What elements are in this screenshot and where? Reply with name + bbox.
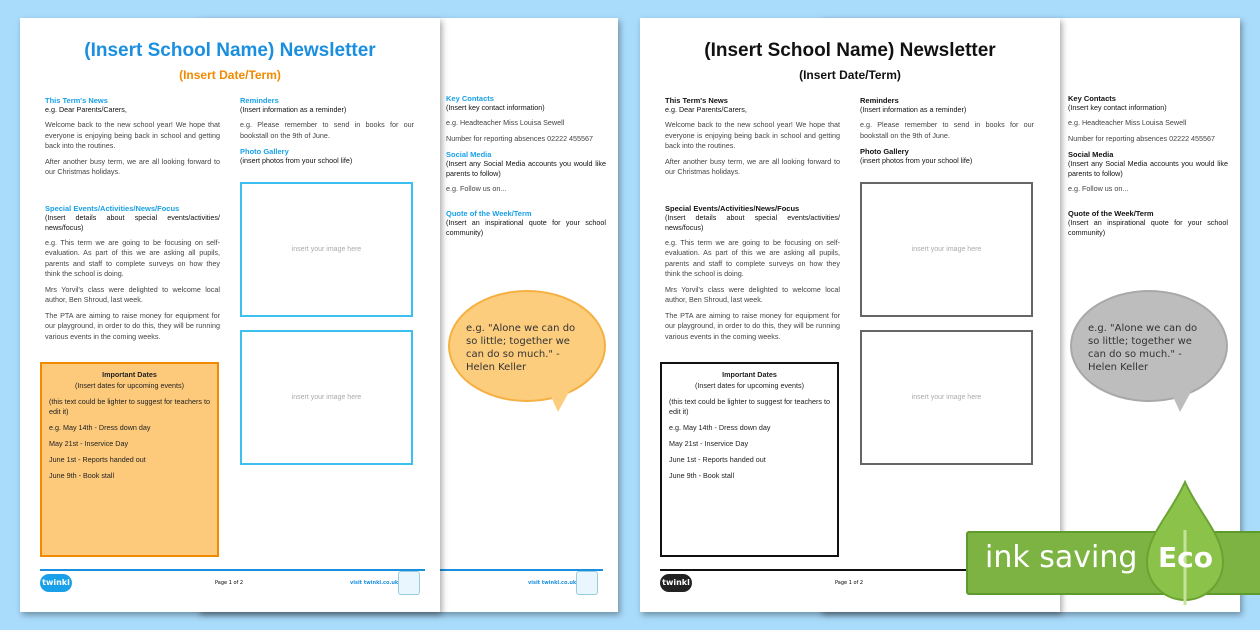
special-events-text: Mrs Yorvil's class were delighted to welcome local author, Ben Shroud, last week. — [45, 284, 220, 304]
image-placeholder-text: insert your image here — [911, 394, 982, 401]
page-subtitle: (Insert Date/Term) — [179, 68, 281, 82]
social-media-instruction: (Insert any Social Media accounts you would like parents to follow) — [1068, 159, 1228, 178]
reminders-instruction: (Insert information as a reminder) — [860, 105, 967, 114]
footer-visit-link[interactable]: visit twinkl.co.uk — [528, 580, 577, 586]
date-item: June 1st - Reports handed out — [669, 455, 766, 464]
reminders-heading: Reminders — [240, 96, 279, 105]
important-dates-heading: Important Dates — [102, 370, 157, 379]
terms-news-text: Welcome back to the new school year! We hope that everyone is enjoying being back in school and getting back into the routines. — [45, 120, 220, 150]
right-column — [446, 88, 606, 238]
social-media-text: e.g. Follow us on... — [1068, 184, 1129, 193]
page-title: (Insert School Name) Newsletter — [704, 40, 996, 61]
left-column — [665, 90, 840, 342]
image-placeholder-text: insert your image here — [291, 246, 362, 253]
terms-news-text: Welcome back to the new school year! We hope that everyone is enjoying being back in school and getting back into the routines. — [665, 120, 840, 150]
social-media-heading: Social Media — [446, 150, 492, 159]
quote-instruction: (Insert an inspirational quote for your school community) — [1068, 217, 1228, 237]
key-contacts-heading: Key Contacts — [1068, 94, 1116, 103]
page-number: Page 1 of 2 — [835, 580, 864, 586]
key-contacts-text: e.g. Headteacher Miss Louisa Sewell — [446, 118, 565, 127]
quote-heading: Quote of the Week/Term — [1068, 208, 1154, 218]
key-contacts-text: Number for reporting absences 02222 455567 — [446, 133, 594, 143]
date-item: e.g. May 14th - Dress down day — [669, 423, 771, 432]
important-dates-heading: Important Dates — [722, 370, 777, 379]
special-events-instruction: (Insert details about special events/activities/ news/focus) — [665, 212, 840, 232]
important-dates-instruction: (Insert dates for upcoming events) — [74, 381, 185, 390]
right-column — [1068, 88, 1228, 238]
date-item: e.g. May 14th - Dress down day — [49, 423, 151, 432]
special-events-heading: Special Events/Activities/News/Focus — [45, 203, 180, 213]
page-number: Page 1 of 2 — [215, 580, 244, 586]
photo-gallery-instruction: (insert photos from your school life) — [860, 156, 973, 165]
twinkl-badge-icon — [398, 571, 420, 595]
important-dates-note: (this text could be lighter to suggest for teachers to edit it) — [669, 397, 831, 416]
social-media-text: e.g. Follow us on... — [446, 184, 507, 193]
photo-gallery-instruction: (insert photos from your school life) — [240, 156, 353, 165]
special-events-heading: Special Events/Activities/News/Focus — [665, 203, 800, 213]
photo-gallery-heading: Photo Gallery — [240, 147, 289, 156]
social-media-instruction: (Insert any Social Media accounts you would like parents to follow) — [446, 159, 606, 178]
terms-news-heading: This Term's News — [45, 96, 108, 105]
left-column — [45, 90, 220, 342]
image-placeholder[interactable] — [860, 182, 1033, 317]
special-events-text: e.g. This term we are going to be focusing on self-evaluation. As part of this we are asking all pupils, parents and staff to complete surveys on how they think the school is doing. — [45, 237, 220, 278]
twinkl-logo: twinkl — [40, 574, 72, 592]
quote-bubble-tail — [548, 390, 570, 412]
key-contacts-instruction: (Insert key contact information) — [1068, 103, 1167, 112]
key-contacts-heading: Key Contacts — [446, 94, 494, 103]
reminders-text: e.g. Please remember to send in books for our bookstall on the 9th of June. — [240, 120, 414, 140]
reminders-heading: Reminders — [860, 96, 899, 105]
right-column — [860, 90, 1034, 166]
terms-news-greeting: e.g. Dear Parents/Carers, — [665, 105, 747, 114]
quote-text: e.g. "Alone we can do so little; together we can do so much." - Helen Keller — [466, 323, 576, 373]
key-contacts-text: Number for reporting absences 02222 455567 — [1068, 133, 1216, 143]
date-item: June 1st - Reports handed out — [49, 455, 146, 464]
colour-page-1 — [20, 18, 440, 612]
image-placeholder-text: insert your image here — [911, 246, 982, 253]
image-placeholder-text: insert your image here — [291, 394, 362, 401]
important-dates-box — [40, 362, 219, 557]
special-events-text: e.g. This term we are going to be focusing on self-evaluation. As part of this we are asking all pupils, parents and staff to complete surveys on how they think the school is doing. — [665, 237, 840, 278]
quote-instruction: (Insert an inspirational quote for your school community) — [446, 217, 606, 237]
quote-bubble — [448, 290, 606, 402]
eco-page-1 — [640, 18, 1060, 612]
important-dates-instruction: (Insert dates for upcoming events) — [694, 381, 805, 390]
footer-line — [40, 569, 425, 571]
footer-visit-link[interactable]: visit twinkl.co.uk — [350, 580, 399, 586]
twinkl-badge-icon — [576, 571, 598, 595]
quote-bubble-tail — [1170, 390, 1192, 412]
image-placeholder[interactable] — [240, 330, 413, 465]
important-dates-note: (this text could be lighter to suggest for teachers to edit it) — [49, 397, 211, 416]
ink-saving-label: ink saving — [985, 540, 1138, 575]
date-item: June 9th - Book stall — [49, 471, 115, 480]
special-events-text: The PTA are aiming to raise money for equipment for our playground, in order to do this, they will be running various events in the coming weeks. — [665, 310, 840, 341]
quote-heading: Quote of the Week/Term — [446, 208, 532, 218]
important-dates-box — [660, 362, 839, 557]
eco-badge-label: Eco — [1158, 541, 1213, 574]
page-subtitle: (Insert Date/Term) — [799, 68, 901, 82]
date-item: June 9th - Book stall — [669, 471, 735, 480]
date-item: May 21st - Inservice Day — [49, 439, 129, 448]
terms-news-greeting: e.g. Dear Parents/Carers, — [45, 105, 127, 114]
special-events-text: Mrs Yorvil's class were delighted to welcome local author, Ben Shroud, last week. — [665, 284, 840, 304]
page-title: (Insert School Name) Newsletter — [84, 40, 376, 61]
reminders-instruction: (Insert information as a reminder) — [240, 105, 347, 114]
image-placeholder[interactable] — [240, 182, 413, 317]
image-placeholder[interactable] — [860, 330, 1033, 465]
twinkl-logo: twinkl — [660, 574, 692, 592]
special-events-text: The PTA are aiming to raise money for equipment for our playground, in order to do this, they will be running various events in the coming weeks. — [45, 310, 220, 341]
reminders-text: e.g. Please remember to send in books for our bookstall on the 9th of June. — [860, 120, 1034, 140]
photo-gallery-heading: Photo Gallery — [860, 147, 909, 156]
date-item: May 21st - Inservice Day — [669, 439, 749, 448]
quote-bubble — [1070, 290, 1228, 402]
special-events-instruction: (Insert details about special events/activities/ news/focus) — [45, 212, 220, 232]
key-contacts-text: e.g. Headteacher Miss Louisa Sewell — [1068, 118, 1187, 127]
terms-news-text: After another busy term, we are all looking forward to our Christmas holidays. — [45, 156, 220, 176]
right-column — [240, 90, 414, 166]
terms-news-text: After another busy term, we are all looking forward to our Christmas holidays. — [665, 156, 840, 176]
terms-news-heading: This Term's News — [665, 96, 728, 105]
key-contacts-instruction: (Insert key contact information) — [446, 103, 545, 112]
social-media-heading: Social Media — [1068, 150, 1114, 159]
quote-text: e.g. "Alone we can do so little; together we can do so much." - Helen Keller — [1088, 323, 1198, 373]
